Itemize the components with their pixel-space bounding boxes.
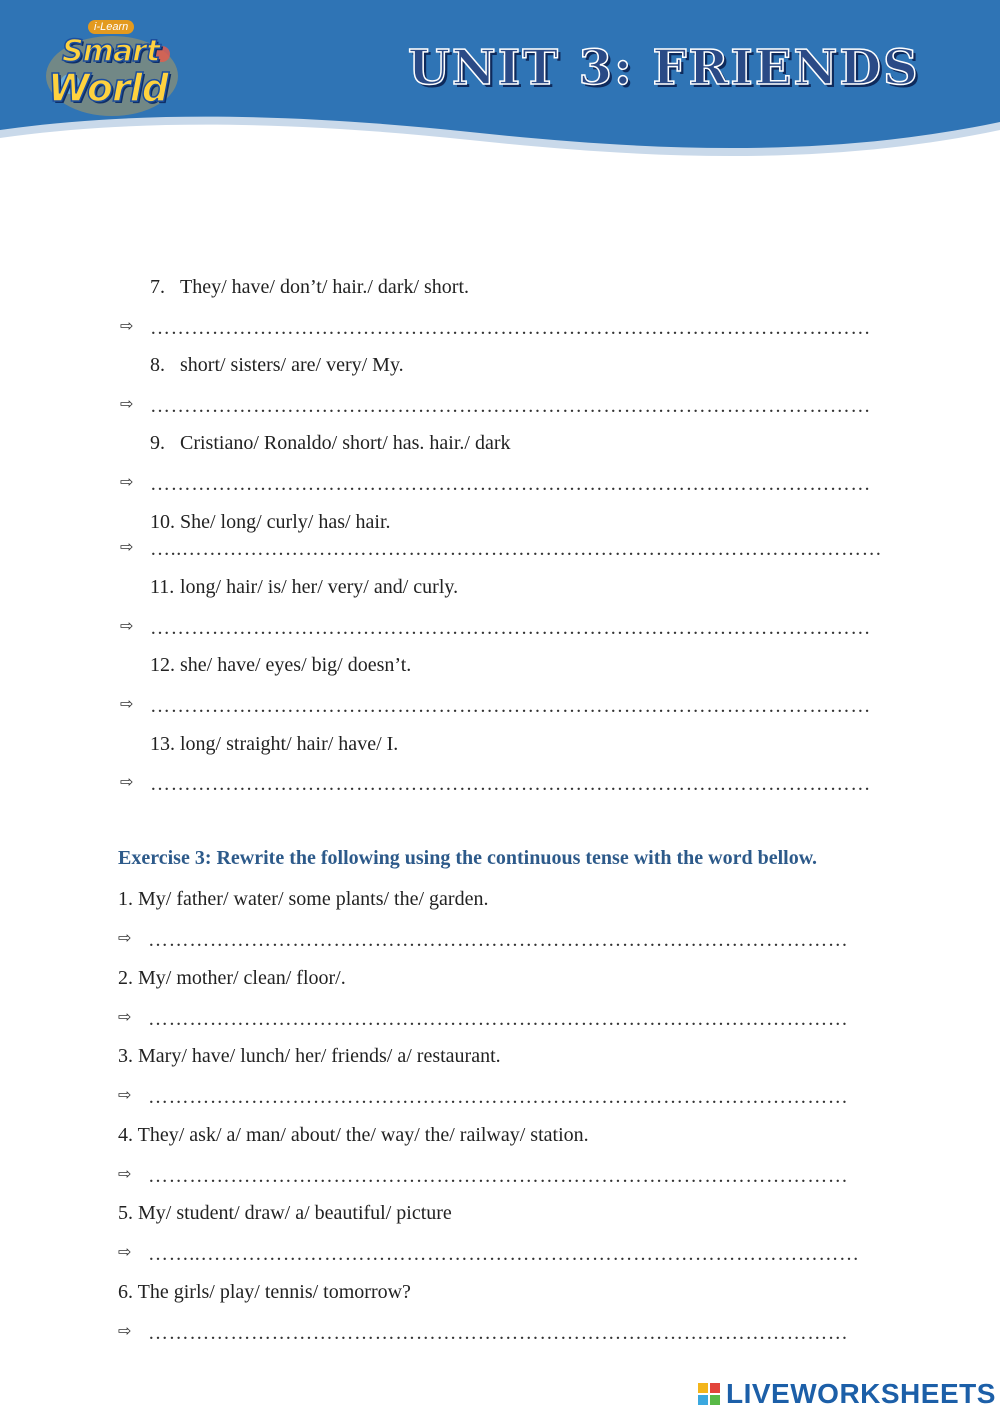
- liveworksheets-logo[interactable]: [698, 1377, 996, 1411]
- ex3-question-1: 1. My/ father/ water/ some plants/ the/ garden.: [118, 888, 489, 910]
- question-9: 9. Cristiano/ Ronaldo/ short/ has. hair./ dark: [150, 432, 511, 454]
- ex3-question-3: 3. Mary/ have/ lunch/ her/ friends/ a/ restaurant.: [118, 1045, 501, 1067]
- ex3-answer-line-4[interactable]: …………………………………………………………………………………………: [148, 1165, 849, 1187]
- liveworksheets-wordmark: LIVEWORKSHEETS: [726, 1378, 996, 1409]
- arrow-icon: ⇨: [120, 316, 134, 335]
- arrow-icon: ⇨: [118, 1085, 132, 1104]
- arrow-icon: ⇨: [120, 472, 134, 491]
- answer-line-7[interactable]: ……………………………………………………………………………………………: [150, 317, 871, 339]
- ex3-answer-line-5[interactable]: ……..……………………………………………………………………………………: [148, 1243, 860, 1265]
- logo-smart: Smart: [62, 34, 160, 69]
- arrow-icon: ⇨: [118, 928, 132, 947]
- ex3-answer-line-2[interactable]: …………………………………………………………………………………………: [148, 1008, 849, 1030]
- ex3-answer-line-3[interactable]: …………………………………………………………………………………………: [148, 1086, 849, 1108]
- question-7: 7. They/ have/ don’t/ hair./ dark/ short.: [150, 276, 470, 298]
- answer-line-13[interactable]: ……………………………………………………………………………………………: [150, 773, 871, 795]
- arrow-icon: ⇨: [120, 394, 134, 413]
- question-8: 8. short/ sisters/ are/ very/ My.: [150, 354, 404, 376]
- arrow-icon: ⇨: [120, 537, 134, 556]
- unit-title: UNIT 3: FRIENDS: [408, 40, 920, 96]
- ex3-answer-line-6[interactable]: …………………………………………………………………………………………: [148, 1322, 849, 1344]
- logo-ilearn: i-Learn: [88, 20, 134, 34]
- ex3-question-5: 5. My/ student/ draw/ a/ beautiful/ picture: [118, 1202, 452, 1224]
- question-10: 10. She/ long/ curly/ has/ hair.: [150, 511, 391, 533]
- arrow-icon: ⇨: [120, 694, 134, 713]
- arrow-icon: ⇨: [120, 772, 134, 791]
- ex3-question-2: 2. My/ mother/ clean/ floor/.: [118, 967, 346, 989]
- answer-line-8[interactable]: ……………………………………………………………………………………………: [150, 395, 871, 417]
- liveworksheets-icon: [698, 1383, 720, 1405]
- question-12: 12. she/ have/ eyes/ big/ doesn’t.: [150, 654, 412, 676]
- smart-world-logo: [40, 14, 190, 124]
- question-11: 11. long/ hair/ is/ her/ very/ and/ curly.: [150, 576, 459, 598]
- logo-world: World: [48, 66, 168, 110]
- answer-line-9[interactable]: ……………………………………………………………………………………………: [150, 473, 871, 495]
- arrow-icon: ⇨: [118, 1007, 132, 1026]
- answer-line-12[interactable]: ……………………………………………………………………………………………: [150, 695, 871, 717]
- answer-line-10[interactable]: …..…………………………………………………………………………………………: [150, 538, 883, 560]
- ex3-answer-line-1[interactable]: …………………………………………………………………………………………: [148, 929, 849, 951]
- arrow-icon: ⇨: [118, 1321, 132, 1340]
- question-13: 13. long/ straight/ hair/ have/ I.: [150, 733, 399, 755]
- arrow-icon: ⇨: [118, 1242, 132, 1261]
- ex3-question-4: 4. They/ ask/ a/ man/ about/ the/ way/ the/ railway/ station.: [118, 1124, 589, 1146]
- arrow-icon: ⇨: [120, 616, 134, 635]
- arrow-icon: ⇨: [118, 1164, 132, 1183]
- exercise-3-title: Exercise 3: Rewrite the following using the continuous tense with the word bellow.: [118, 847, 818, 869]
- ex3-question-6: 6. The girls/ play/ tennis/ tomorrow?: [118, 1281, 411, 1303]
- answer-line-11[interactable]: ……………………………………………………………………………………………: [150, 617, 871, 639]
